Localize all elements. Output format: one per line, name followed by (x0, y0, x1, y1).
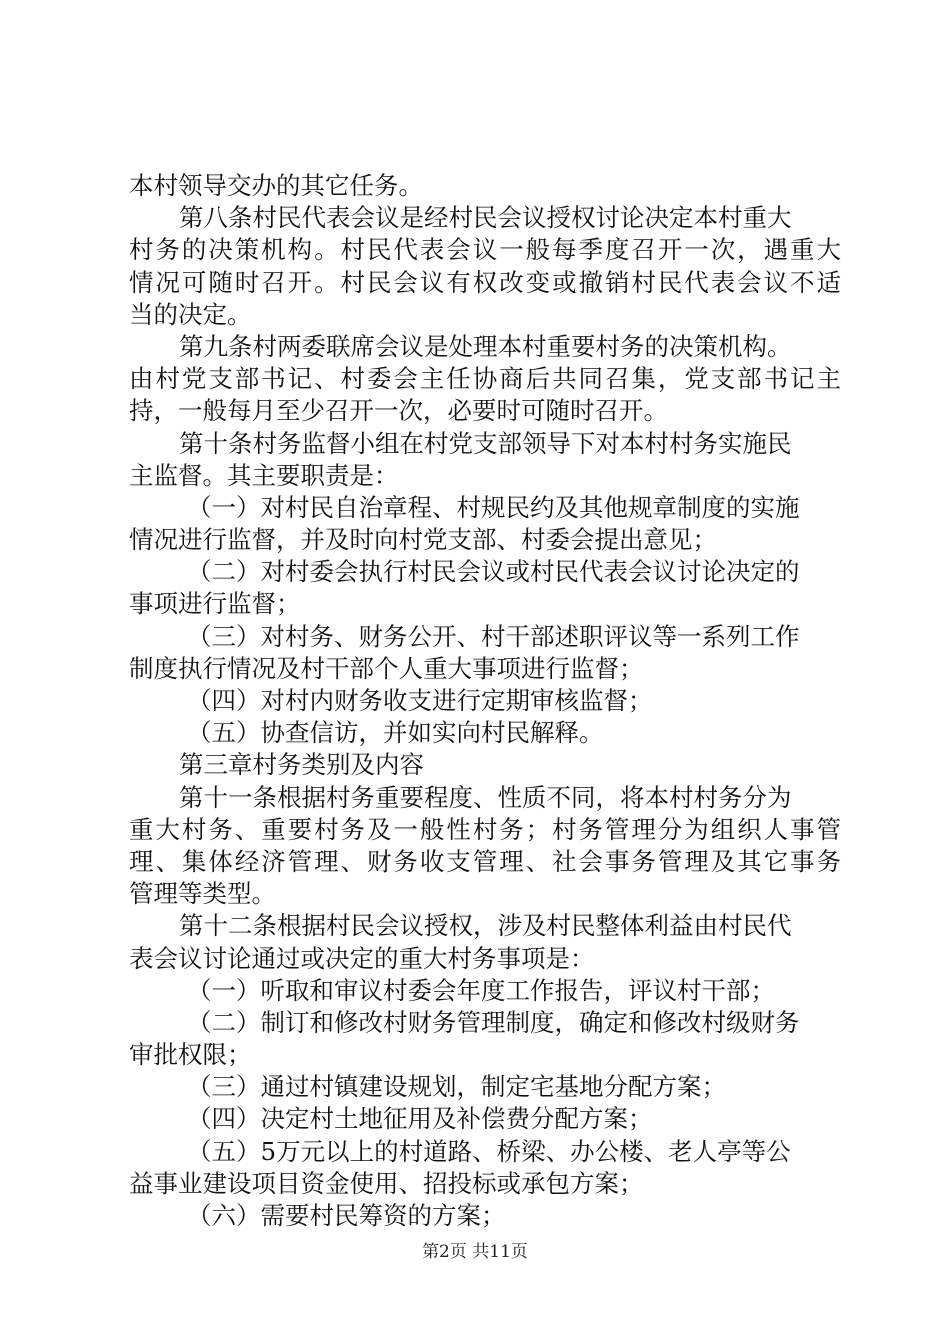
text-line: 第三章村务类别及内容 (179, 750, 424, 780)
text-line: 第八条村民代表会议是经村民会议授权讨论决定本村重大 (179, 203, 792, 233)
text-line: （二）制订和修改村财务管理制度，确定和修改村级财务 (187, 1007, 800, 1037)
text-line: （三）通过村镇建设规划，制定宅基地分配方案； (187, 1072, 726, 1102)
text-line: （一）听取和审议村委会年度工作报告，评议村干部； (187, 975, 775, 1005)
text-line: 持，一般每月至少召开一次，必要时可随时召开。 (129, 396, 668, 426)
document-body (129, 170, 841, 1232)
text-line: 本村领导交办的其它任务。 (129, 171, 423, 200)
text-line: 管理等类型。 (129, 879, 276, 909)
page-footer: 第2页 共11页 (422, 1242, 528, 1262)
text-line: 第十二条根据村民会议授权，涉及村民整体利益由村民代 (179, 911, 792, 941)
text-line: （五）5万元以上的村道路、桥梁、办公楼、老人亭等公 (187, 1136, 791, 1166)
text-line: 事项进行监督； (129, 589, 301, 619)
text-line: 审批权限； (129, 1040, 252, 1070)
text-line: 理、集体经济管理、财务收支管理、社会事务管理及其它事务 (129, 846, 841, 876)
text-line: 主监督。其主要职责是： (129, 460, 399, 490)
text-line: 第十条村务监督小组在村党支部领导下对本村村务实施民 (179, 428, 792, 458)
text-line: 村务的决策机构。村民代表会议一般每季度召开一次，遇重大 (129, 235, 841, 265)
text-line: 情况可随时召开。村民会议有权改变或撤销村民代表会议不适 (129, 267, 841, 297)
text-line: （三）对村务、财务公开、村干部述职评议等一系列工作 (187, 621, 800, 651)
text-line: 制度执行情况及村干部个人重大事项进行监督； (129, 653, 644, 683)
text-line: （五）协查信访，并如实向村民解释。 (187, 718, 604, 748)
text-line: （一）对村民自治章程、村规民约及其他规章制度的实施 (187, 492, 800, 522)
text-line: 由村党支部书记、村委会主任协商后共同召集，党支部书记主 (129, 364, 841, 394)
text-line: 益事业建设项目资金使用、招投标或承包方案； (129, 1168, 644, 1198)
text-line: （四）对村内财务收支进行定期审核监督； (187, 686, 653, 715)
text-line: 当的决定。 (129, 299, 252, 329)
text-line: 重大村务、重要村务及一般性村务；村务管理分为组织人事管 (129, 814, 841, 844)
text-line: （二）对村委会执行村民会议或村民代表会议讨论决定的 (187, 557, 800, 587)
text-line: （六）需要村民筹资的方案； (187, 1201, 506, 1230)
text-line: （四）决定村土地征用及补偿费分配方案； (187, 1104, 653, 1134)
text-line: 表会议讨论通过或决定的重大村务事项是： (129, 943, 595, 973)
text-line: 第九条村两委联席会议是处理本村重要村务的决策机构。 (179, 331, 792, 361)
text-line: 第十一条根据村务重要程度、性质不同，将本村村务分为 (179, 782, 792, 812)
text-line: 情况进行监督，并及时向村党支部、村委会提出意见； (129, 525, 717, 555)
